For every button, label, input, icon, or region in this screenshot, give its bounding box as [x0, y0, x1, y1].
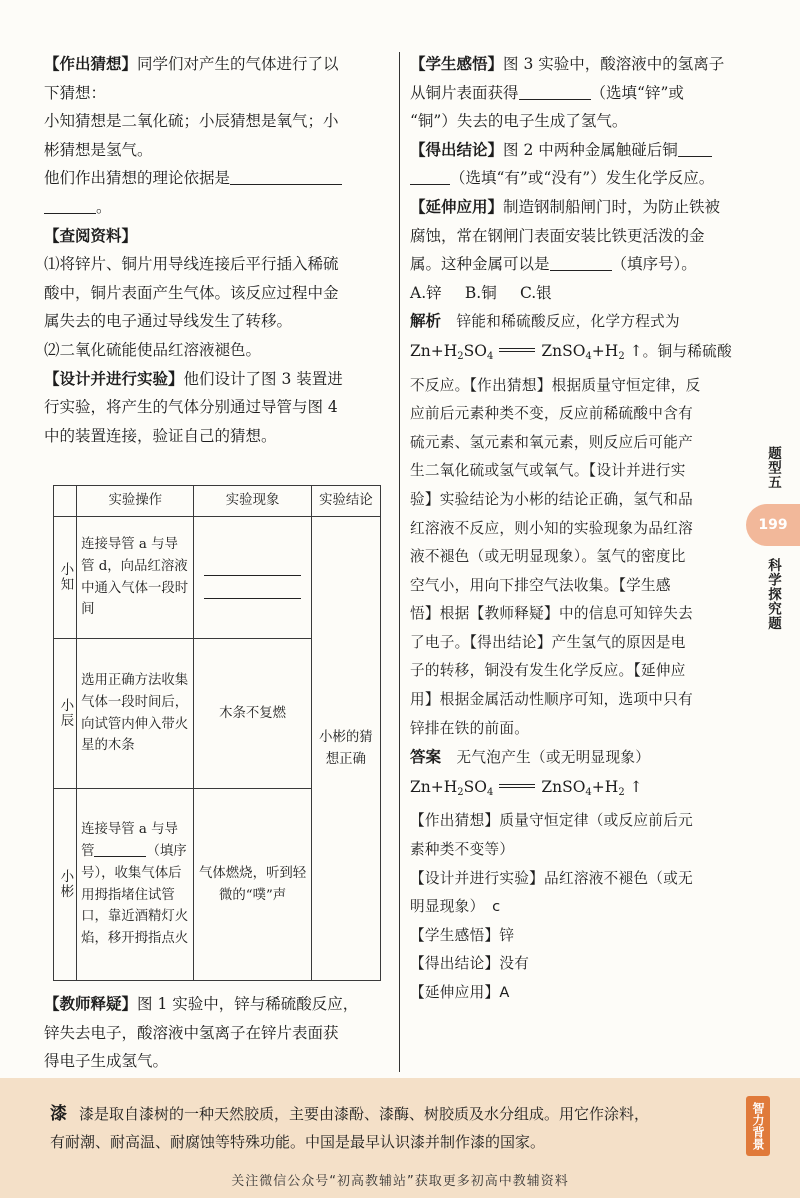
footer-tag: 智力背景: [746, 1096, 770, 1156]
concl-line-1: 【得出结论】图 2 中两种金属触碰后铜: [410, 136, 740, 165]
concl-line-2: （选填“有”或“没有”）发生化学反应。: [410, 164, 740, 193]
answer-blank: [678, 139, 712, 157]
teacher-line-1: 【教师释疑】图 1 实验中，锌与稀硫酸反应，: [44, 994, 359, 1013]
table-header: 实验现象: [194, 486, 311, 517]
row-conclusion: 小彬的猜想正确: [311, 517, 380, 981]
row-name: 小辰: [54, 639, 77, 789]
guess-line-1: 【作出猜想】同学们对产生的气体进行了以: [44, 54, 339, 73]
analysis-line: 子的转移，铜没有发生化学反应。【延伸应: [410, 662, 686, 680]
row-phenomenon: [194, 517, 311, 639]
page-number: 199: [746, 504, 800, 546]
row-operation: 选用正确方法收集气体一段时间后，向试管内伸入带火星的木条: [77, 639, 194, 789]
table-row: [54, 517, 381, 639]
answer-line: 明显现象） c: [410, 898, 501, 916]
guess-line-5: 他们作出猜想的理论依据是: [44, 164, 384, 193]
teacher-line-3: 得电子生成氢气。: [44, 1052, 169, 1071]
row-name: 小彬: [54, 789, 77, 981]
table-header-row: [54, 486, 381, 517]
analysis-line: 空气小，用向下排空气法收集。【学生感: [410, 576, 671, 594]
answer-line: 【设计并进行实验】品红溶液不褪色（或无: [410, 869, 693, 887]
analysis-line: 验】实验结论为小彬的结论正确，氢气和品: [410, 490, 693, 508]
footer-label: 漆: [50, 1104, 67, 1124]
footer-band: [0, 1078, 800, 1198]
design-line-2: 行实验，将产生的气体分别通过导管与图 4: [44, 398, 338, 417]
row-name: 小知: [54, 517, 77, 639]
ext-line-2: 腐蚀，常在钢闸门表面安装比铁更活泼的金: [410, 226, 705, 245]
answer-blank: [519, 82, 591, 100]
footer-text: 漆 漆是取自漆树的一种天然胶质，主要由漆酚、漆酶、树胶质及水分组成。用它作涂料， 有耐潮、耐高温、耐腐蚀等特殊功能。中国是最早认识漆并制作漆的国家。: [50, 1104, 650, 1151]
row-operation: 连接导管 a 与导管 （填序号），收集气体后用拇指堵住试管口，靠近酒精灯火焰，移开拇指点火: [77, 789, 194, 981]
ext-line-1: 【延伸应用】制造钢制船闸门时，为防止铁被: [410, 196, 721, 216]
answer-line: 【学生感悟】锌: [410, 926, 515, 944]
student-line-3: “铜”）失去的电子生成了氢气。: [410, 112, 628, 131]
guess-line-2: 下猜想：: [44, 83, 107, 102]
teacher-section: [44, 990, 384, 1076]
right-column: [410, 50, 740, 1008]
footer-watermark: 关注微信公众号“初高教辅站”获取更多初高中教辅资料: [231, 1174, 569, 1189]
side-topic: 题型五: [765, 446, 781, 490]
answer-line: 素种类不变等）: [410, 841, 515, 859]
teacher-line-2: 锌失去电子，酸溶液中氢离子在锌片表面获: [44, 1023, 339, 1042]
guess-line-6: 。: [44, 193, 384, 222]
answer-line-1: 答案 无气泡产生（或无明显现象）: [410, 747, 651, 767]
table-header: 实验结论: [311, 486, 380, 517]
guess-line-4: 彬猜想是氢气。: [44, 140, 153, 159]
analysis-line-1: 解析 锌能和稀硫酸反应，化学方程式为: [410, 311, 680, 331]
row-operation: 连接导管 a 与导管 d，向品红溶液中通入气体一段时间: [77, 517, 194, 639]
ref-line-1: ⑴将锌片、铜片用导线连接后平行插入稀硫: [44, 255, 339, 274]
analysis-line: 锌排在铁的前面。: [410, 719, 530, 737]
analysis-line: 用】根据金属活动性顺序可知，选项中只有: [410, 691, 693, 709]
table-header: 实验操作: [77, 486, 194, 517]
answer-blank: [204, 598, 300, 599]
answer-blank: [410, 167, 450, 185]
analysis-line: 应前后元素种类不变，反应前稀硫酸中含有: [410, 405, 693, 423]
analysis-line: 生二氧化硫或氢气或氧气。【设计并进行实: [410, 462, 686, 480]
answer-blank: [94, 842, 146, 857]
design-line-3: 中的装置连接，验证自己的猜想。: [44, 426, 277, 445]
analysis-line: 液不褪色（或无明显现象）。氢气的密度比: [410, 548, 686, 566]
analysis-line: 了电子。【得出结论】产生氢气的原因是电: [410, 633, 686, 651]
experiment-table: [53, 485, 381, 981]
answer-line: 【得出结论】没有: [410, 955, 530, 973]
analysis-line: 悟】根据【教师释疑】中的信息可知锌失去: [410, 605, 693, 623]
ref-line-4: ⑵二氧化硫能使品红溶液褪色。: [44, 340, 262, 359]
answer-blank: [550, 253, 612, 271]
ext-line-3: 属。这种金属可以是 （填序号）。: [410, 255, 697, 274]
answer-blank: [44, 196, 96, 214]
design-line-1: 【设计并进行实验】他们设计了图 3 装置进: [44, 368, 343, 388]
left-column: [44, 50, 384, 450]
guess-line-3: 小知猜想是二氧化硫；小辰猜想是氧气；小: [44, 112, 339, 131]
answer-line: 【作出猜想】质量守恒定律（或反应前后元: [410, 812, 693, 830]
answer-equation: $Zn+H_2SO_4$ $ZnSO_4+H_2$ ↑: [410, 777, 643, 798]
chem-equation: $Zn+H_2SO_4$ $ZnSO_4+H_2$ ↑: [410, 341, 643, 362]
analysis-equation: $Zn+H_2SO_4$ $ZnSO_4+H_2$ ↑。铜与稀硫酸: [410, 341, 732, 362]
answer-blank: [204, 575, 300, 576]
side-tab: [746, 446, 800, 630]
student-line-2: 从铜片表面获得 （选填“锌”或: [410, 83, 684, 102]
side-chapter: 科学探究题: [765, 557, 781, 630]
ref-line-3: 属失去的电子通过导线发生了转移。: [44, 312, 293, 331]
answer-blank: [230, 167, 342, 185]
analysis-line: 红溶液不反应，则小知的实验现象为品红溶: [410, 519, 693, 537]
answer-line: 【延伸应用】A: [410, 984, 510, 1001]
student-line-1: 【学生感悟】图 3 实验中，酸溶液中的氢离子: [410, 54, 725, 73]
options-line: A.锌 B.铜 C.银: [410, 283, 552, 302]
ref-line-2: 酸中，铜片表面产生气体。该反应过程中金: [44, 283, 339, 302]
row-phenomenon: 气体燃烧，听到轻微的“噗”声: [194, 789, 311, 981]
ref-head: 【查阅资料】: [44, 225, 138, 245]
row-phenomenon: 木条不复燃: [194, 639, 311, 789]
analysis-line: 硫元素、氢元素和氧元素，则反应后可能产: [410, 433, 693, 451]
analysis-line: 不反应。【作出猜想】根据质量守恒定律，反: [410, 376, 701, 394]
column-divider: [399, 52, 400, 1072]
